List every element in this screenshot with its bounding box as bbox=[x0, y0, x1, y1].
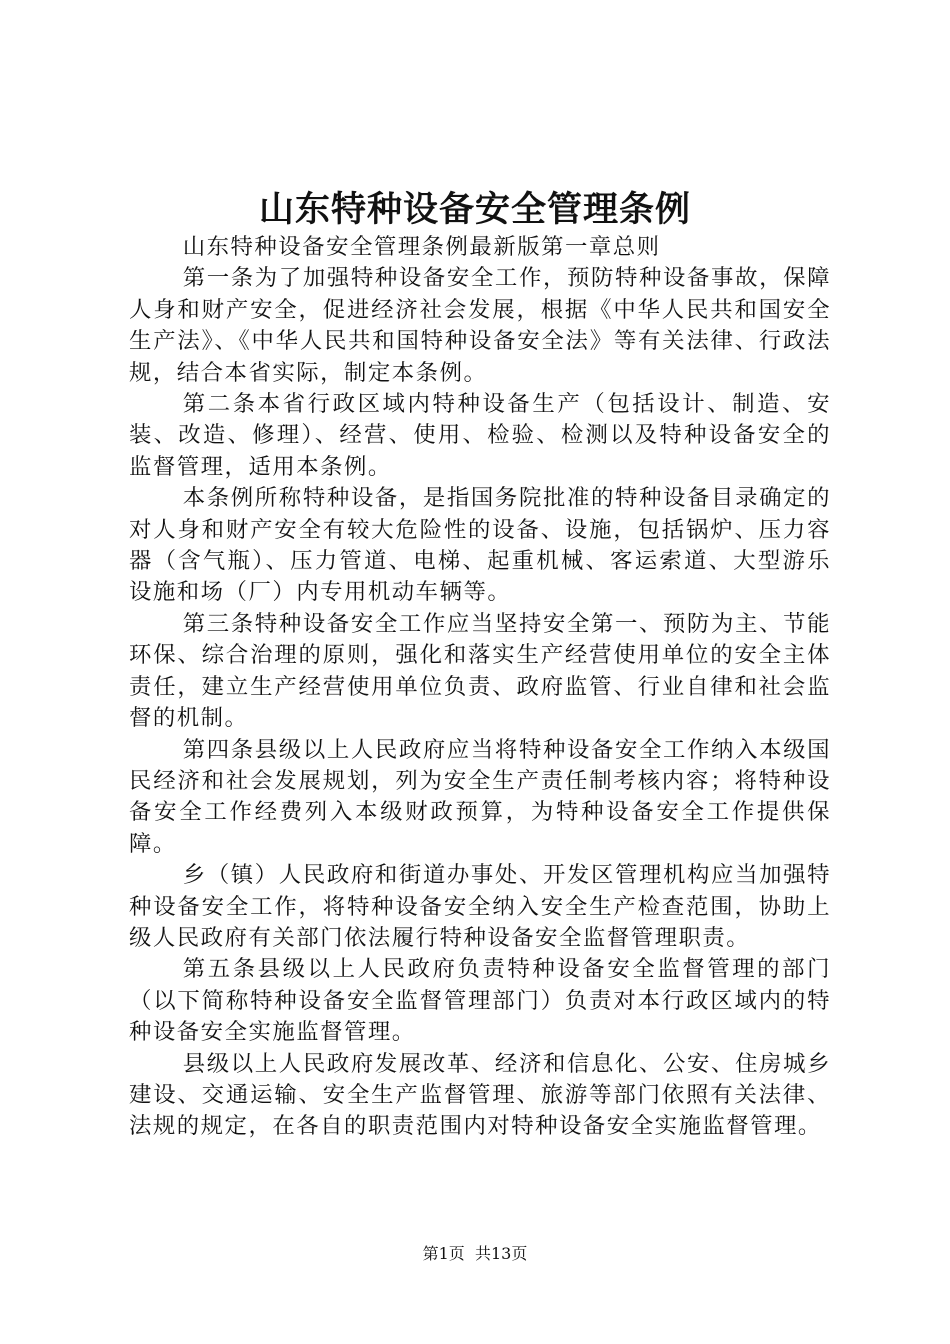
paragraph-article-5: 第五条县级以上人民政府负责特种设备安全监督管理的部门（以下简称特种设备安全监督管理部门）负责对本行政区域内的特种设备安全实施监督管理。 bbox=[129, 956, 831, 1046]
paragraph-article-3: 第三条特种设备安全工作应当坚持安全第一、预防为主、节能环保、综合治理的原则，强化和落实生产经营使用单位的安全主体责任，建立生产经营使用单位负责、政府监管、行业自律和社会监督的机制。 bbox=[129, 610, 831, 732]
paragraph-article-4-township: 乡（镇）人民政府和街道办事处、开发区管理机构应当加强特种设备安全工作，将特种设备安全纳入安全生产检查范围，协助上级人民政府有关部门依法履行特种设备安全监督管理职责。 bbox=[129, 862, 831, 951]
page-total: 共13页 bbox=[474, 1244, 528, 1263]
page-number: 第1页 bbox=[422, 1244, 465, 1263]
paragraph-article-2: 第二条本省行政区域内特种设备生产（包括设计、制造、安装、改造、修理）、经营、使用、检验、检测以及特种设备安全的监督管理，适用本条例。 bbox=[129, 391, 831, 480]
document-body bbox=[129, 232, 831, 1143]
page-footer bbox=[0, 1242, 950, 1266]
footer-separator bbox=[465, 1244, 475, 1263]
paragraph-heading: 山东特种设备安全管理条例最新版第一章总则 bbox=[182, 234, 661, 260]
document-title: 山东特种设备安全管理条例 bbox=[258, 189, 691, 230]
paragraph-article-1: 第一条为了加强特种设备安全工作，预防特种设备事故，保障人身和财产安全，促进经济社会发展，根据《中华人民共和国安全生产法》、《中华人民共和国特种设备安全法》等有关法律、行政法规，结合本省实际，制定本条例。 bbox=[129, 265, 831, 386]
paragraph-article-5-departments: 县级以上人民政府发展改革、经济和信息化、公安、住房城乡建设、交通运输、安全生产监督管理、旅游等部门依照有关法律、法规的规定，在各自的职责范围内对特种设备安全实施监督管理。 bbox=[129, 1050, 831, 1140]
paragraph-article-2-definition: 本条例所称特种设备，是指国务院批准的特种设备目录确定的对人身和财产安全有较大危险性的设备、设施，包括锅炉、压力容器（含气瓶）、压力管道、电梯、起重机械、客运索道、大型游乐设施和场（厂）内专用机动车辆等。 bbox=[129, 485, 831, 606]
paragraph-article-4: 第四条县级以上人民政府应当将特种设备安全工作纳入本级国民经济和社会发展规划，列为安全生产责任制考核内容；将特种设备安全工作经费列入本级财政预算，为特种设备安全工作提供保障。 bbox=[129, 736, 831, 857]
